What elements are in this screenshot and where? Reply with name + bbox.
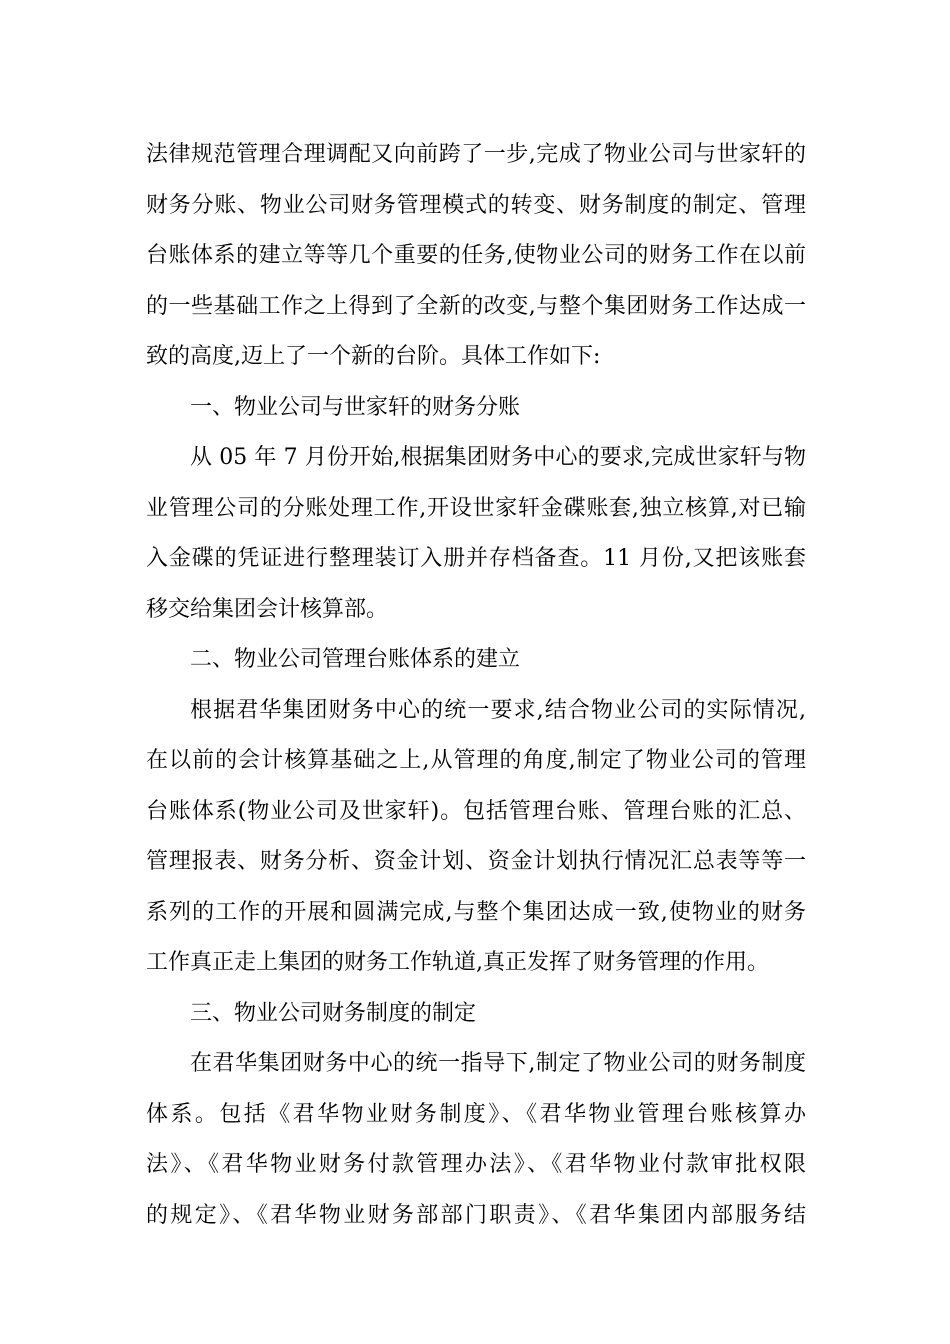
text-line: 根据君华集团财务中心的统一要求,结合物业公司的实际情况, — [190, 697, 806, 723]
text-line: 法律规范管理合理调配又向前跨了一步,完成了物业公司与世家轩的 — [146, 142, 806, 167]
document-body — [146, 130, 806, 1241]
text-line: 管理报表、财务分析、资金计划、资金计划执行情况汇总表等等一 — [146, 849, 806, 874]
text-line: 系列的工作的开展和圆满完成,与整个集团达成一致,使物业的财务 — [146, 899, 806, 925]
text-line: 入金碟的凭证进行整理装订入册并存档备查。11 月份,又把该账套 — [146, 546, 806, 571]
text-line: 财务分账、物业公司财务管理模式的转变、财务制度的制定、管理 — [146, 192, 806, 218]
text-line: 的一些基础工作之上得到了全新的改变,与整个集团财务工作达成一 — [146, 293, 806, 319]
text-line: 三、物业公司财务制度的制定 — [190, 1000, 477, 1026]
text-line: 在以前的会计核算基础之上,从管理的角度,制定了物业公司的管理 — [146, 748, 806, 773]
text-line: 体系。包括《君华物业财务制度》、《君华物业管理台账核算办 — [146, 1101, 806, 1127]
text-line: 移交给集团会计核算部。 — [146, 596, 389, 622]
text-line: 二、物业公司管理台账体系的建立 — [190, 647, 521, 672]
text-line: 工作真正走上集团的财务工作轨道,真正发挥了财务管理的作用。 — [146, 950, 769, 975]
text-line: 业管理公司的分账处理工作,开设世家轩金碟账套,独立核算,对已输 — [146, 495, 806, 521]
text-line: 从 05 年 7 月份开始,根据集团财务中心的要求,完成世家轩与物 — [190, 445, 806, 470]
text-line: 台账体系的建立等等几个重要的任务,使物业公司的财务工作在以前 — [146, 243, 806, 268]
text-line: 在君华集团财务中心的统一指导下,制定了物业公司的财务制度 — [190, 1051, 806, 1076]
text-line: 一、物业公司与世家轩的财务分账 — [190, 394, 521, 420]
text-line: 法》、《君华物业财务付款管理办法》、《君华物业付款审批权限 — [146, 1152, 806, 1177]
text-line: 的规定》、《君华物业财务部部门职责》、《君华集团内部服务结 — [146, 1202, 806, 1228]
text-line: 台账体系(物业公司及世家轩)。包括管理台账、管理台账的汇总、 — [146, 798, 806, 824]
text-line: 致的高度,迈上了一个新的台阶。具体工作如下: — [146, 344, 601, 369]
